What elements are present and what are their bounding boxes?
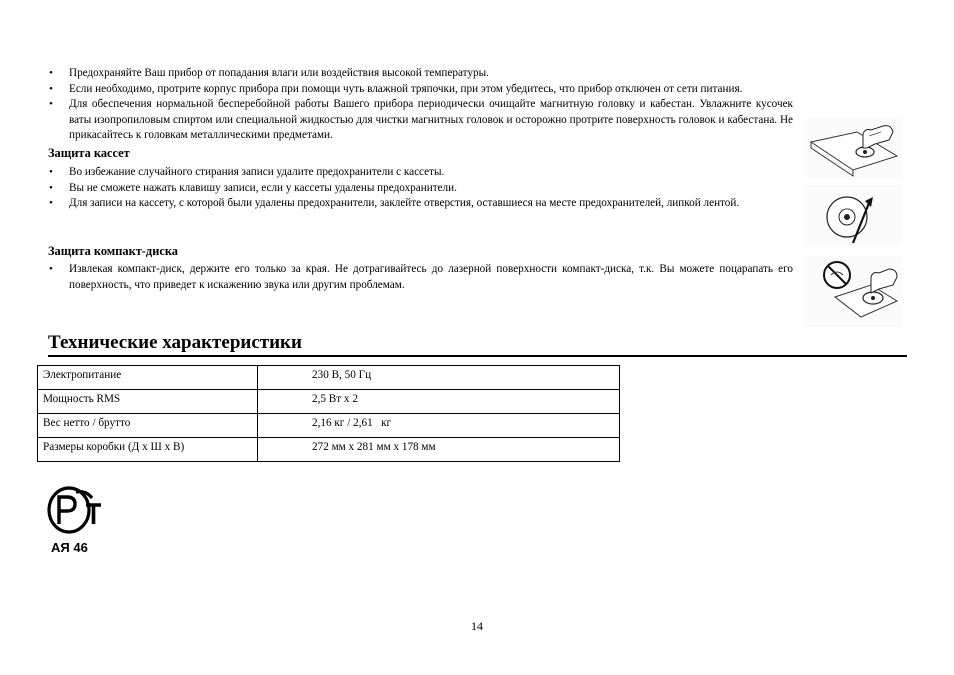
list-item: • Во избежание случайного стирания записи удалите предохранители с кассеты.	[48, 165, 793, 181]
rst-certification-logo	[46, 486, 104, 536]
cassette-protection-list	[48, 165, 793, 212]
spec-value: 230 В, 50 Гц	[258, 366, 620, 390]
cd-protection-list	[48, 262, 793, 293]
list-item: • Для обеспечения нормальной бесперебойной работы Вашего прибора периодически очищайте магнитную головку и кабестан. Увлажните кусочек ваты изопропиловым спиртом или специальной жидкостью для чистки магнитных головок и осторожно протрите поверхность головок и кабестана. Не прикасайтесь к головкам металлическими предметами.	[48, 97, 793, 144]
list-item: • Если необходимо, протрите корпус прибора при помощи чуть влажной тряпочки, при этом убедитесь, что прибор отключен от сети питания.	[48, 82, 919, 98]
certification-code: АЯ 46	[51, 540, 88, 555]
spec-label: Вес нетто / брутто	[38, 414, 258, 438]
table-row	[38, 414, 620, 438]
list-item: • Предохраняйте Ваш прибор от попадания влаги или воздействия высокой температуры.	[48, 66, 919, 82]
cleaning-head-illustration	[805, 118, 902, 178]
table-row	[38, 390, 620, 414]
page-number: 14	[471, 619, 483, 633]
cd-protection-heading: Защита компакт-диска	[48, 244, 178, 258]
title-rule	[48, 355, 907, 357]
spec-label: Мощность RMS	[38, 390, 258, 414]
spec-label: Электропитание	[38, 366, 258, 390]
list-item: • Извлекая компакт-диск, держите его только за края. Не дотрагивайтесь до лазерной поверхности компакт-диска, т.к. Вы можете поцарапать его поверхность, что приведет к искажению звука или другим проблемам.	[48, 262, 793, 293]
cassette-tab-illustration	[805, 185, 902, 245]
spec-value: 2,5 Вт х 2	[258, 390, 620, 414]
specs-table	[37, 365, 620, 462]
list-item: • Для записи на кассету, с которой были удалены предохранители, заклейте отверстия, оставшиеся на месте предохранителей, липкой лентой.	[48, 196, 793, 212]
specs-title: Технические характеристики	[48, 332, 302, 353]
table-row	[38, 438, 620, 462]
table-row	[38, 366, 620, 390]
cd-handling-illustration	[805, 255, 902, 327]
spec-value: 272 мм х 281 мм х 178 мм	[258, 438, 620, 462]
cassette-protection-heading: Защита кассет	[48, 146, 130, 160]
care-list	[48, 66, 793, 144]
spec-label: Размеры коробки (Д х Ш х В)	[38, 438, 258, 462]
spec-value: 2,16 кг / 2,61 кг	[258, 414, 620, 438]
list-item: • Вы не сможете нажать клавишу записи, если у кассеты удалены предохранители.	[48, 181, 793, 197]
